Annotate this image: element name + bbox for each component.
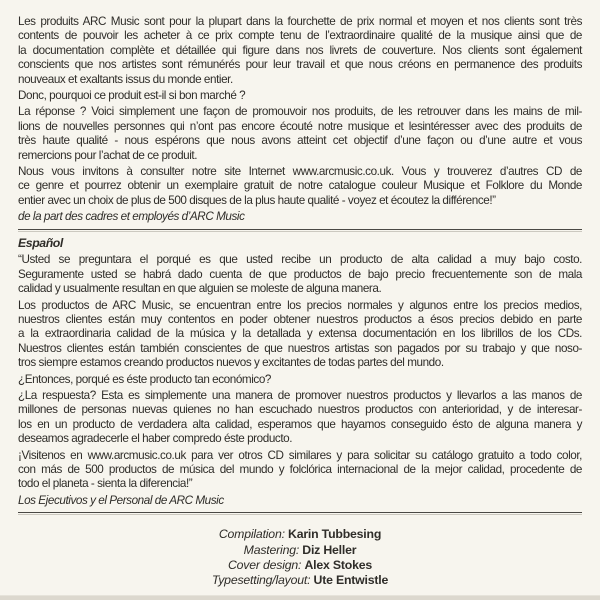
separator-line-2 [18, 512, 582, 515]
paragraph [18, 15, 582, 87]
text-line: los en un producto de verdadera alta calidad, esperamos que hayamos conseguido ésto de alguna manera y [18, 417, 582, 431]
credit-row [18, 543, 582, 558]
text-line: tros siempre estamos creando productos nuevos y excitantes de todas partes del mundo. [18, 356, 444, 370]
french-signature: de la part des cadres et employés d’ARC Music [18, 210, 245, 224]
spanish-paragraphs [18, 253, 582, 492]
text-line: la documentation complète et détaillée qui figure dans nos livrets de couverture. Nos clients sont également [18, 43, 582, 57]
text-line: “Usted se preguntara el porqué es que usted recibe un producto de alta calidad a muy bajo costo. [18, 253, 582, 267]
text-line: ce genre et pourrez obtenir un exemplaire gratuit de notre catalogue couleur Musique et Folklore du Monde [18, 179, 582, 193]
text-line: todo el planeta - sienta la diferencia!” [18, 477, 193, 491]
text-line: entier avec un choix de plus de 500 disques de la plus haute qualité - voyez et écoutez la différence!” [18, 193, 496, 207]
paragraph [18, 373, 582, 387]
text-line: très haute qualité - nous espérons que nous avons atteint cet objectif d’une façon ou d’une autre et vous [18, 134, 582, 148]
paragraph [18, 89, 582, 103]
text-line: nuestros clientes están muy contentos en poder obtener nuestros productos a ésos precios debido en parte [18, 312, 582, 326]
paragraph [18, 449, 582, 492]
text-line: Seguramente usted se habrá dado cuenta de que productos de bajo precio frecuentemente son de mala [18, 267, 582, 281]
text-line: ¡Visitenos en www.arcmusic.co.uk para ver otros CD similares y para solicitar su catálogo gratuito a todo color, [18, 448, 582, 462]
text-line: calidad y usualmente resultan en que alguien se moleste de alguna manera. [18, 282, 382, 296]
credit-row [18, 527, 582, 542]
french-paragraphs [18, 15, 582, 208]
credit-name: Karin Tubbesing [288, 527, 382, 542]
text-line: ¿Entonces, porqué es éste producto tan económico? [18, 372, 271, 386]
text-line: La réponse ? Voici simplement une façon de promouvoir nos produits, de les retrouver dans les mains de mil- [18, 105, 582, 119]
credit-row [18, 558, 582, 573]
credit-name: Ute Entwistle [313, 573, 389, 588]
text-line: a la extraordinaria calidad de la música y la detallada y extensa documentación en los librillos de los CDs. [18, 327, 582, 341]
text-line: Les produits ARC Music sont pour la plupart dans la fourchette de prix normal et moyen et nos clients sont très [18, 15, 582, 28]
text-line: remercions pour l’achat de ce produit. [18, 148, 198, 162]
separator-line-1 [18, 229, 582, 232]
text-line: contents de pouvoir les acheter à ce prix compte tenu de l’extraordinaire qualité de la musique ainsi que de [18, 29, 582, 43]
spanish-signature: Los Ejecutivos y el Personal de ARC Music [18, 493, 224, 507]
credit-name: Alex Stokes [304, 557, 373, 572]
paragraph [18, 253, 582, 296]
spanish-section [18, 236, 582, 509]
text-line: conscients que nos artistes sont rémunérés pour leur travail et que nous créons en permanence des produits [18, 58, 582, 72]
text-line: Donc, pourquoi ce produit est-il si bon marché ? [18, 89, 246, 103]
paragraph [18, 105, 582, 163]
text-line: Los productos de ARC Music, se encuentran entre los precios normales y algunos entre los precios medios, [18, 298, 582, 312]
text-line: con más de 500 productos de música del mundo y folclórica internacional de la mejor calidad, procedente de [18, 462, 582, 476]
credit-role: Compilation: [218, 527, 289, 542]
text-line: ¿La respuesta? Esta es simplemente una manera de promover nuestros productos y llevarlos a las manos de [18, 388, 582, 402]
credit-role: Typesetting/layout: [211, 573, 314, 588]
paragraph [18, 165, 582, 208]
page-bottom-edge [0, 595, 600, 600]
paragraph [18, 299, 582, 371]
paragraph [18, 389, 582, 447]
french-section [18, 15, 582, 225]
credit-row [18, 573, 582, 588]
spanish-heading: Español [18, 235, 63, 250]
credits-block [18, 527, 582, 588]
text-line: Nuestros clientes están también conscientes de que nuestros artistas son pagados por su trabajo y que noso- [18, 341, 582, 355]
text-line: millones de personas nuevas quienes no han escuchado nuestros productos con anterioridad, y de interesar- [18, 403, 582, 417]
text-line: deseamos agradecerle el haber compredo éste producto. [18, 432, 293, 446]
credit-role: Cover design: [227, 557, 305, 572]
credit-role: Mastering: [243, 542, 303, 557]
text-line: nouveaux et exaltants issus du monde entier. [18, 72, 233, 86]
text-line: lions de nouvelles personnes qui n’ont pas encore écouté notre musique et lesintéresser avec des produits de [18, 119, 582, 133]
credit-name: Diz Heller [302, 542, 357, 557]
text-line: Nous vous invitons à consulter notre site Internet www.arcmusic.co.uk. Vous y trouverez d’autres CD de [18, 165, 582, 179]
